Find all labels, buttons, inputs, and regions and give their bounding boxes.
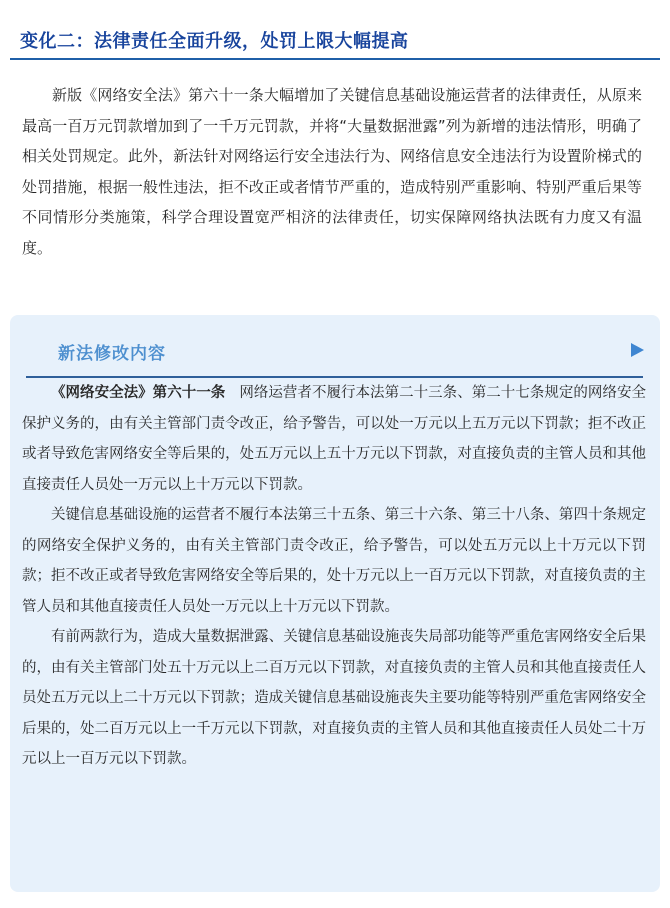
article-reference: 《网络安全法》第六十一条 bbox=[51, 385, 226, 401]
article-paragraph-1 bbox=[22, 378, 646, 500]
section-header bbox=[10, 16, 660, 60]
law-amendment-card bbox=[10, 315, 660, 892]
article-paragraph-2: 关键信息基础设施的运营者不履行本法第三十五条、第三十六条、第三十八条、第四十条规定的网络安全保护义务的，由有关主管部门责令改正，给予警告，可以处五万元以上十万元以下罚款；拒不改正或者导致危害网络安全等后果的，处十万元以上一百万元以下罚款，对直接负责的主管人员和其他直接责任人员处一万元以上十万元以下罚款。 bbox=[22, 507, 646, 615]
article-paragraph-3: 有前两款行为，造成大量数据泄露、关键信息基础设施丧失局部功能等严重危害网络安全后果的，由有关主管部门处五十万元以上二百万元以下罚款，对直接负责的主管人员和其他直接责任人员处五万元以上二十万元以下罚款；造成关键信息基础设施丧失主要功能等特别严重危害网络安全后果的，处二百万元以上一千万元以下罚款，对直接负责的主管人员和其他直接责任人员处二十万元以上一百万元以下罚款。 bbox=[22, 629, 646, 767]
card-body bbox=[22, 378, 646, 775]
article-paragraph-1-text: 网络运营者不履行本法第二十三条、第二十七条规定的网络安全保护义务的，由有关主管部门责令改正，给予警告，可以处一万元以上五万元以下罚款；拒不改正或者导致危害网络安全等后果的，处五万元以上五十万元以下罚款，对直接负责的主管人员和其他直接责任人员处一万元以上十万元以下罚款。 bbox=[22, 385, 647, 493]
intro-paragraph: 新版《网络安全法》第六十一条大幅增加了关键信息基础设施运营者的法律责任，从原来最高一百万元罚款增加到了一千万元罚款，并将“大量数据泄露”列为新增的违法情形，明确了相关处罚规定。此外，新法针对网络运行安全违法行为、网络信息安全违法行为设置阶梯式的处罚措施，根据一般性违法，拒不改正或者情节严重的，造成特别严重影响、特别严重后果等不同情形分类施策，科学合理设置宽严相济的法律责任，切实保障网络执法既有力度又有温度。 bbox=[22, 86, 642, 257]
card-title: 新法修改内容 bbox=[58, 344, 166, 364]
play-triangle-icon bbox=[631, 343, 644, 357]
section-title: 变化二：法律责任全面升级，处罚上限大幅提高 bbox=[20, 31, 409, 52]
